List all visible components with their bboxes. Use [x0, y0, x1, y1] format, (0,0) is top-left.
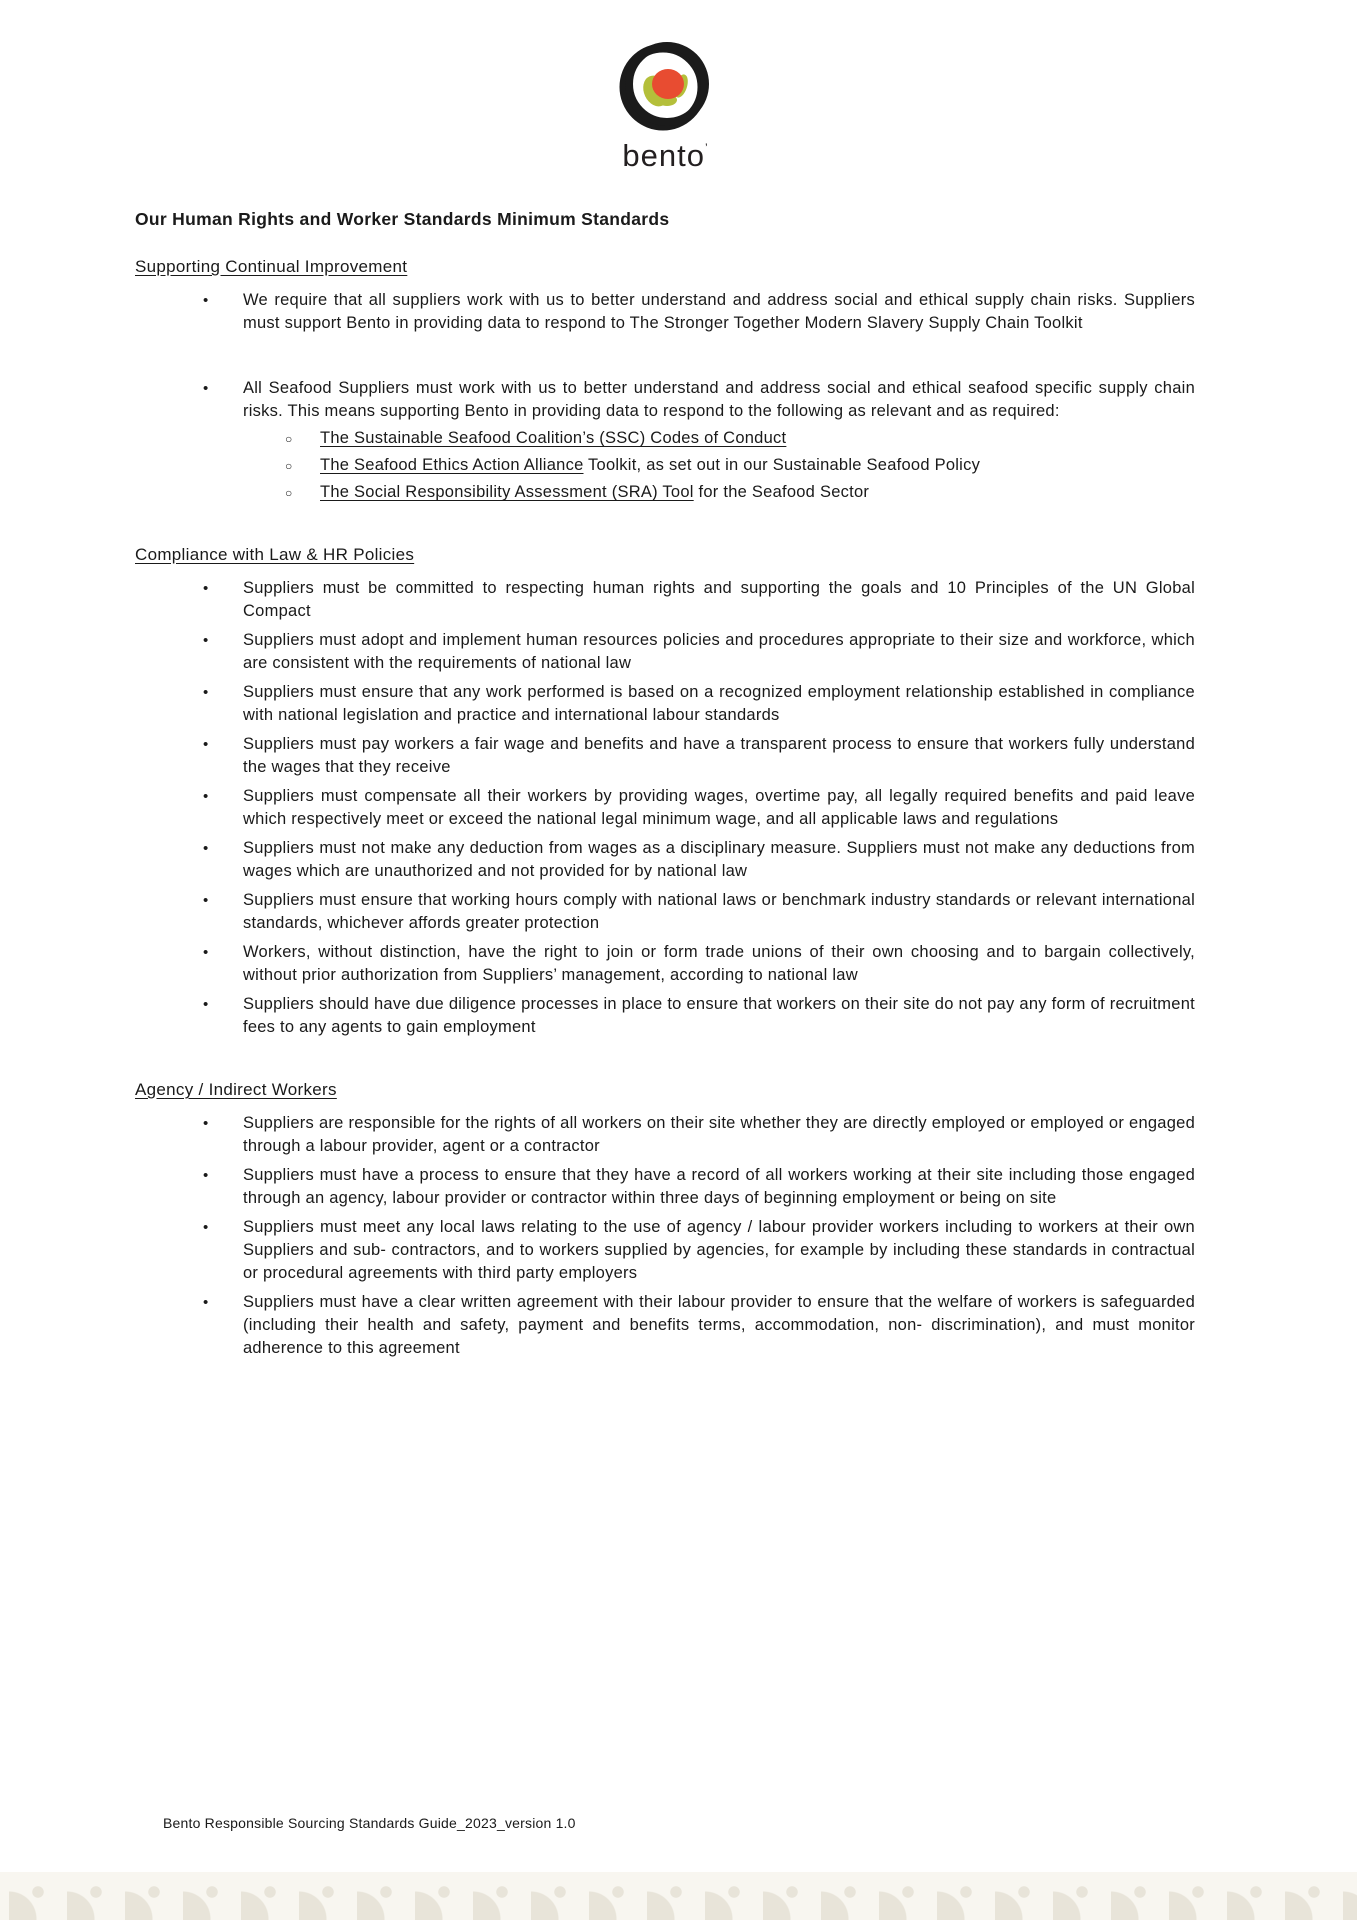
bullet-marker-icon: •: [203, 684, 209, 701]
sub-bullet-text: [320, 454, 1195, 477]
bullet-item: [135, 377, 1195, 504]
sub-bullet-item: [243, 454, 1195, 477]
bullet-marker-icon: •: [203, 1115, 209, 1132]
bullet-text: Suppliers must ensure that any work performed is based on a recognized employment relationship established in compliance with national legislation and practice and international labour standards: [243, 683, 1195, 724]
section-heading: Agency / Indirect Workers: [135, 1080, 337, 1099]
bullet-text: Suppliers must have a clear written agreement with their labour provider to ensure that the welfare of workers is safeguarded (including their health and safety, payment and benefits terms, accommodation, non- discrimination), and must monitor adherence to this agreement: [243, 1293, 1195, 1357]
sub-bullet-item: [243, 427, 1195, 450]
bullet-text: Suppliers must be committed to respecting human rights and supporting the goals and 10 Principles of the UN Global Compact: [243, 579, 1195, 620]
bento-logo: [585, 36, 745, 178]
bullet-marker-icon: •: [203, 292, 209, 309]
bullet-text: Suppliers must have a process to ensure that they have a record of all workers working at their site including those engaged through an agency, labour provider or contractor within three days of beginning employment or being on site: [243, 1166, 1195, 1207]
bullet-item: [135, 1164, 1195, 1210]
sub-bullet-marker-icon: ○: [285, 486, 293, 500]
section-heading: Compliance with Law & HR Policies: [135, 545, 415, 564]
bullet-list: [135, 577, 1195, 1039]
sub-bullet-text: [320, 427, 1195, 450]
sub-bullet-rest-text: Toolkit, as set out in our Sustainable Seafood Policy: [583, 456, 981, 474]
bullet-text: Suppliers must not make any deduction from wages as a disciplinary measure. Suppliers must not make any deductions from wages which are unauthorized and not provided for by national law: [243, 839, 1195, 880]
bullet-marker-icon: •: [203, 1167, 209, 1184]
bullet-item: [135, 1216, 1195, 1285]
document-section: [135, 256, 1195, 504]
section-heading: Supporting Continual Improvement: [135, 257, 408, 276]
bento-enso-logo-icon: [615, 36, 715, 136]
bullet-marker-icon: •: [203, 1219, 209, 1236]
bento-wordmark: bento: [622, 138, 705, 173]
bullet-item: [135, 1112, 1195, 1158]
bullet-item: [135, 681, 1195, 727]
bento-wordmark-row: [585, 132, 745, 178]
document-section: [135, 1079, 1195, 1360]
bullet-item: [135, 993, 1195, 1039]
bullet-text: Workers, without distinction, have the right to join or form trade unions of their own choosing and to bargain collectively, without prior authorization from Suppliers’ management, according to national law: [243, 943, 1195, 984]
document-link[interactable]: The Social Responsibility Assessment (SRA) Tool: [320, 483, 694, 501]
sub-bullet-text: [320, 481, 1195, 504]
bullet-item: [135, 289, 1195, 335]
bullet-item: [135, 629, 1195, 675]
sub-bullet-list: [243, 427, 1195, 504]
decorative-scallop-border: [0, 1872, 1357, 1920]
logo-red-core: [652, 69, 684, 99]
sub-bullet-rest-text: for the Seafood Sector: [693, 483, 870, 501]
bullet-text: Suppliers must adopt and implement human resources policies and procedures appropriate to their size and workforce, which are consistent with the requirements of national law: [243, 631, 1195, 672]
bullet-marker-icon: •: [203, 788, 209, 805]
bullet-item: [135, 889, 1195, 935]
bullet-marker-icon: •: [203, 1294, 209, 1311]
trademark-mark: ’: [704, 141, 708, 155]
bullet-marker-icon: •: [203, 892, 209, 909]
bullet-marker-icon: •: [203, 840, 209, 857]
bullet-marker-icon: •: [203, 944, 209, 961]
footer-text: Bento Responsible Sourcing Standards Guide_2023_version 1.0: [163, 1815, 576, 1831]
bullet-text: Suppliers are responsible for the rights of all workers on their site whether they are directly employed or employed or engaged through a labour provider, agent or a contractor: [243, 1114, 1195, 1155]
bullet-list: [135, 1112, 1195, 1360]
bullet-marker-icon: •: [203, 580, 209, 597]
bullet-item: [135, 1291, 1195, 1360]
bullet-item: [135, 785, 1195, 831]
bullet-text: Suppliers must meet any local laws relating to the use of agency / labour provider workers including to workers at their own Suppliers and sub- contractors, and to workers supplied by agencies, for example by including these standards in contractual or procedural agreements with third party employers: [243, 1218, 1195, 1282]
bullet-text: All Seafood Suppliers must work with us to better understand and address social and ethical seafood specific supply chain risks. This means supporting Bento in providing data to respond to the following as relevant and as required:: [243, 379, 1195, 420]
bullet-marker-icon: •: [203, 736, 209, 753]
sub-bullet-marker-icon: ○: [285, 459, 293, 473]
bullet-text: We require that all suppliers work with us to better understand and address social and ethical supply chain risks. Suppliers must support Bento in providing data to respond to The Stronger Together Modern Slavery Supply Chain Toolkit: [243, 291, 1195, 332]
bullet-text: Suppliers must pay workers a fair wage and benefits and have a transparent process to ensure that workers fully understand the wages that they receive: [243, 735, 1195, 776]
sub-bullet-item: [243, 481, 1195, 504]
bullet-text: Suppliers must ensure that working hours comply with national laws or benchmark industry standards or relevant international standards, whichever affords greater protection: [243, 891, 1195, 932]
bullet-marker-icon: •: [203, 632, 209, 649]
document-title: Our Human Rights and Worker Standards Minimum Standards: [135, 209, 670, 229]
bullet-item: [135, 577, 1195, 623]
sub-bullet-marker-icon: ○: [285, 432, 293, 446]
bullet-item: [135, 941, 1195, 987]
document-link[interactable]: The Sustainable Seafood Coalition’s (SSC) Codes of Conduct: [320, 429, 787, 447]
bullet-text: Suppliers should have due diligence processes in place to ensure that workers on their site do not pay any form of recruitment fees to any agents to gain employment: [243, 995, 1195, 1036]
bullet-marker-icon: •: [203, 996, 209, 1013]
bullet-text: Suppliers must compensate all their workers by providing wages, overtime pay, all legally required benefits and paid leave which respectively meet or exceed the national legal minimum wage, and all applicable laws and regulations: [243, 787, 1195, 828]
bullet-item: [135, 837, 1195, 883]
bullet-list: [135, 289, 1195, 504]
document-section: [135, 544, 1195, 1039]
document-link[interactable]: The Seafood Ethics Action Alliance: [320, 456, 584, 474]
bullet-marker-icon: •: [203, 380, 209, 397]
bullet-item: [135, 733, 1195, 779]
sections: [135, 256, 1195, 1360]
